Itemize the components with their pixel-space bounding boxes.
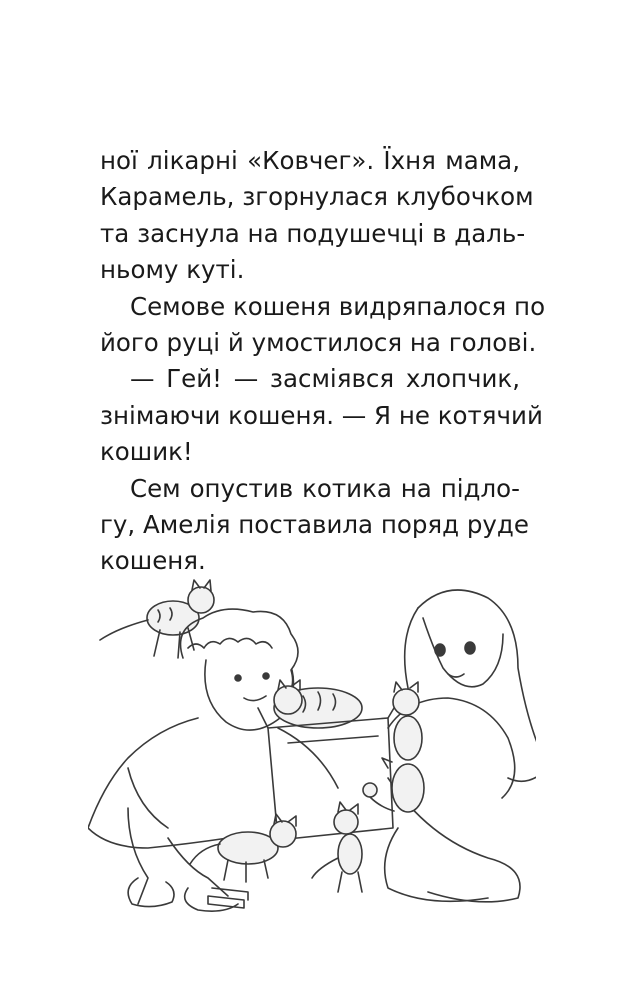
text-line: знімаючи кошеня. — Я не котячий <box>100 400 543 430</box>
floor-objects <box>208 888 248 908</box>
text-line: кошик! <box>100 437 193 467</box>
text-line: Карамель, згорнулася клубочком <box>100 182 534 212</box>
text-line: кошеня. <box>100 546 206 576</box>
illustration <box>88 578 536 923</box>
text-line: Семове кошеня видряпалося по <box>130 291 546 321</box>
text-line: Сем опустив котика на підло- <box>130 473 520 503</box>
text-line: ної лікарні «Ковчег». Їхня мама, <box>100 146 520 175</box>
text-line: — Гей! — засміявся хлопчик, <box>130 364 520 394</box>
held-kitten <box>393 682 422 760</box>
walking-kitten <box>190 814 296 882</box>
toy-ball <box>363 783 394 811</box>
text-line: його руці й умостилося на голові. <box>100 327 537 357</box>
kitten-on-head <box>100 580 214 658</box>
lap-kitten <box>382 758 424 812</box>
text-line: гу, Амелія поставила поряд руде <box>100 509 529 539</box>
text-line: та заснула на подушечці в даль- <box>100 218 526 248</box>
page-text <box>100 143 546 580</box>
text-line: ньому куті. <box>100 255 245 285</box>
boy <box>88 609 338 911</box>
standing-kitten <box>312 802 362 892</box>
